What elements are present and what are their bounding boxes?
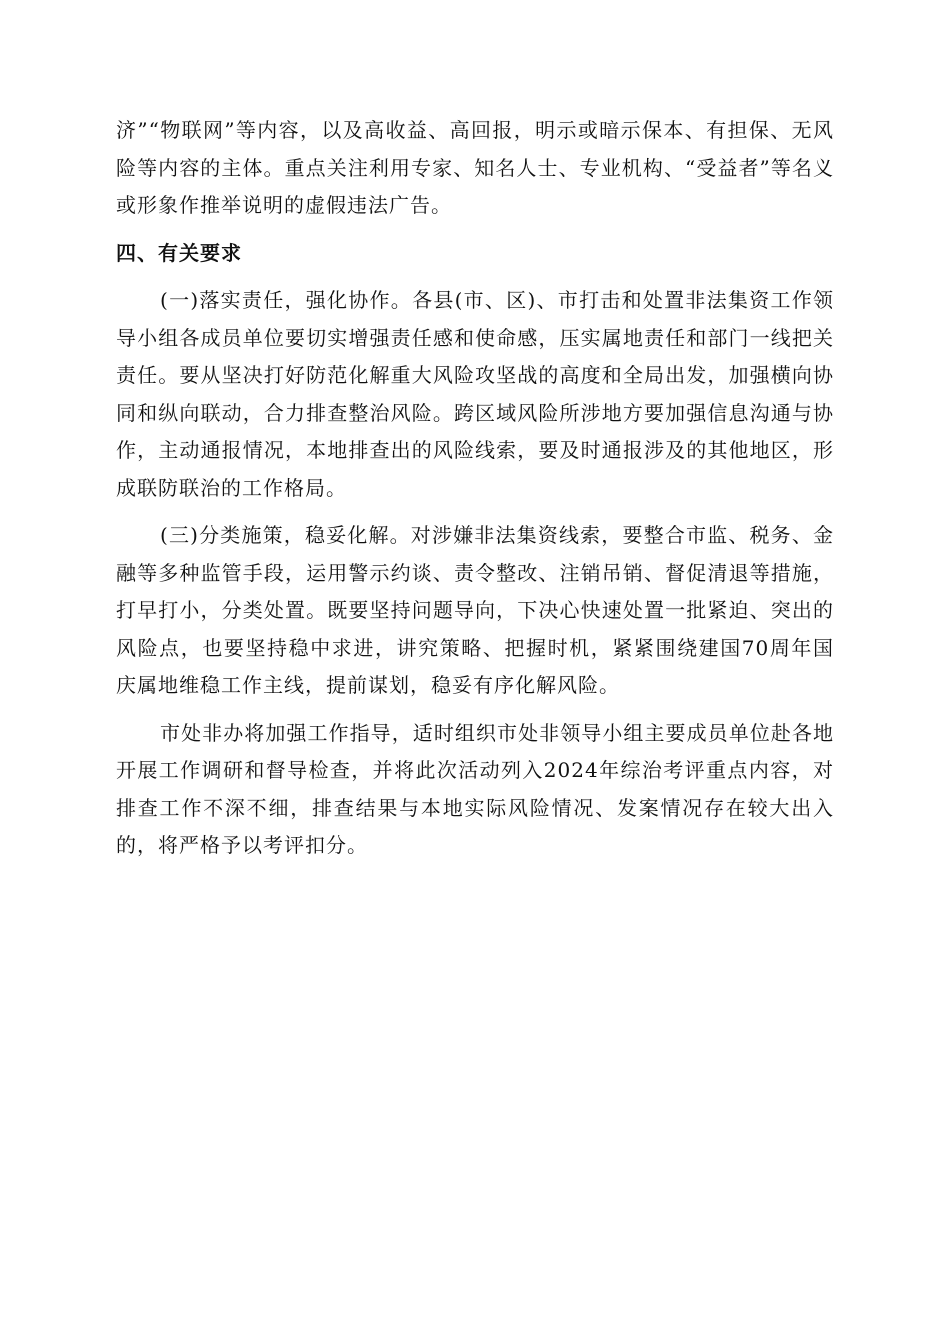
- section-heading: 四、有关要求: [116, 240, 242, 265]
- requirement-paragraph-3: (三)分类施策，稳妥化解。对涉嫌非法集资线索，要整合市监、税务、金融等多种监管手段，运用警示约谈、责令整改、注销吊销、督促清退等措施，打早打小，分类处置。既要坚持问题导向，下决心快速处置一批紧迫、突出的风险点，也要坚持稳中求进，讲究策略、把握时机，紧紧围绕建国70周年国庆属地维稳工作主线，提前谋划，稳妥有序化解风险。: [116, 523, 834, 697]
- continued-paragraph: 济”“物联网”等内容，以及高收益、高回报，明示或暗示保本、有担保、无风险等内容的主体。重点关注利用专家、知名人士、专业机构、“受益者”等名义或形象作推举说明的虚假违法广告。: [116, 118, 834, 217]
- closing-paragraph: 市处非办将加强工作指导，适时组织市处非领导小组主要成员单位赴各地开展工作调研和督导检查，并将此次活动列入2024年综治考评重点内容，对排查工作不深不细，排查结果与本地实际风险情况、发案情况存在较大出入的，将严格予以考评扣分。: [116, 720, 834, 857]
- requirement-paragraph-1: (一)落实责任，强化协作。各县(市、区)、市打击和处置非法集资工作领导小组各成员单位要切实增强责任感和使命感，压实属地责任和部门一线把关责任。要从坚决打好防范化解重大风险攻坚战的高度和全局出发，加强横向协同和纵向联动，合力排查整治风险。跨区域风险所涉地方要加强信息沟通与协作，主动通报情况，本地排查出的风险线索，要及时通报涉及的其他地区，形成联防联治的工作格局。: [116, 288, 834, 500]
- document-body: [116, 112, 834, 865]
